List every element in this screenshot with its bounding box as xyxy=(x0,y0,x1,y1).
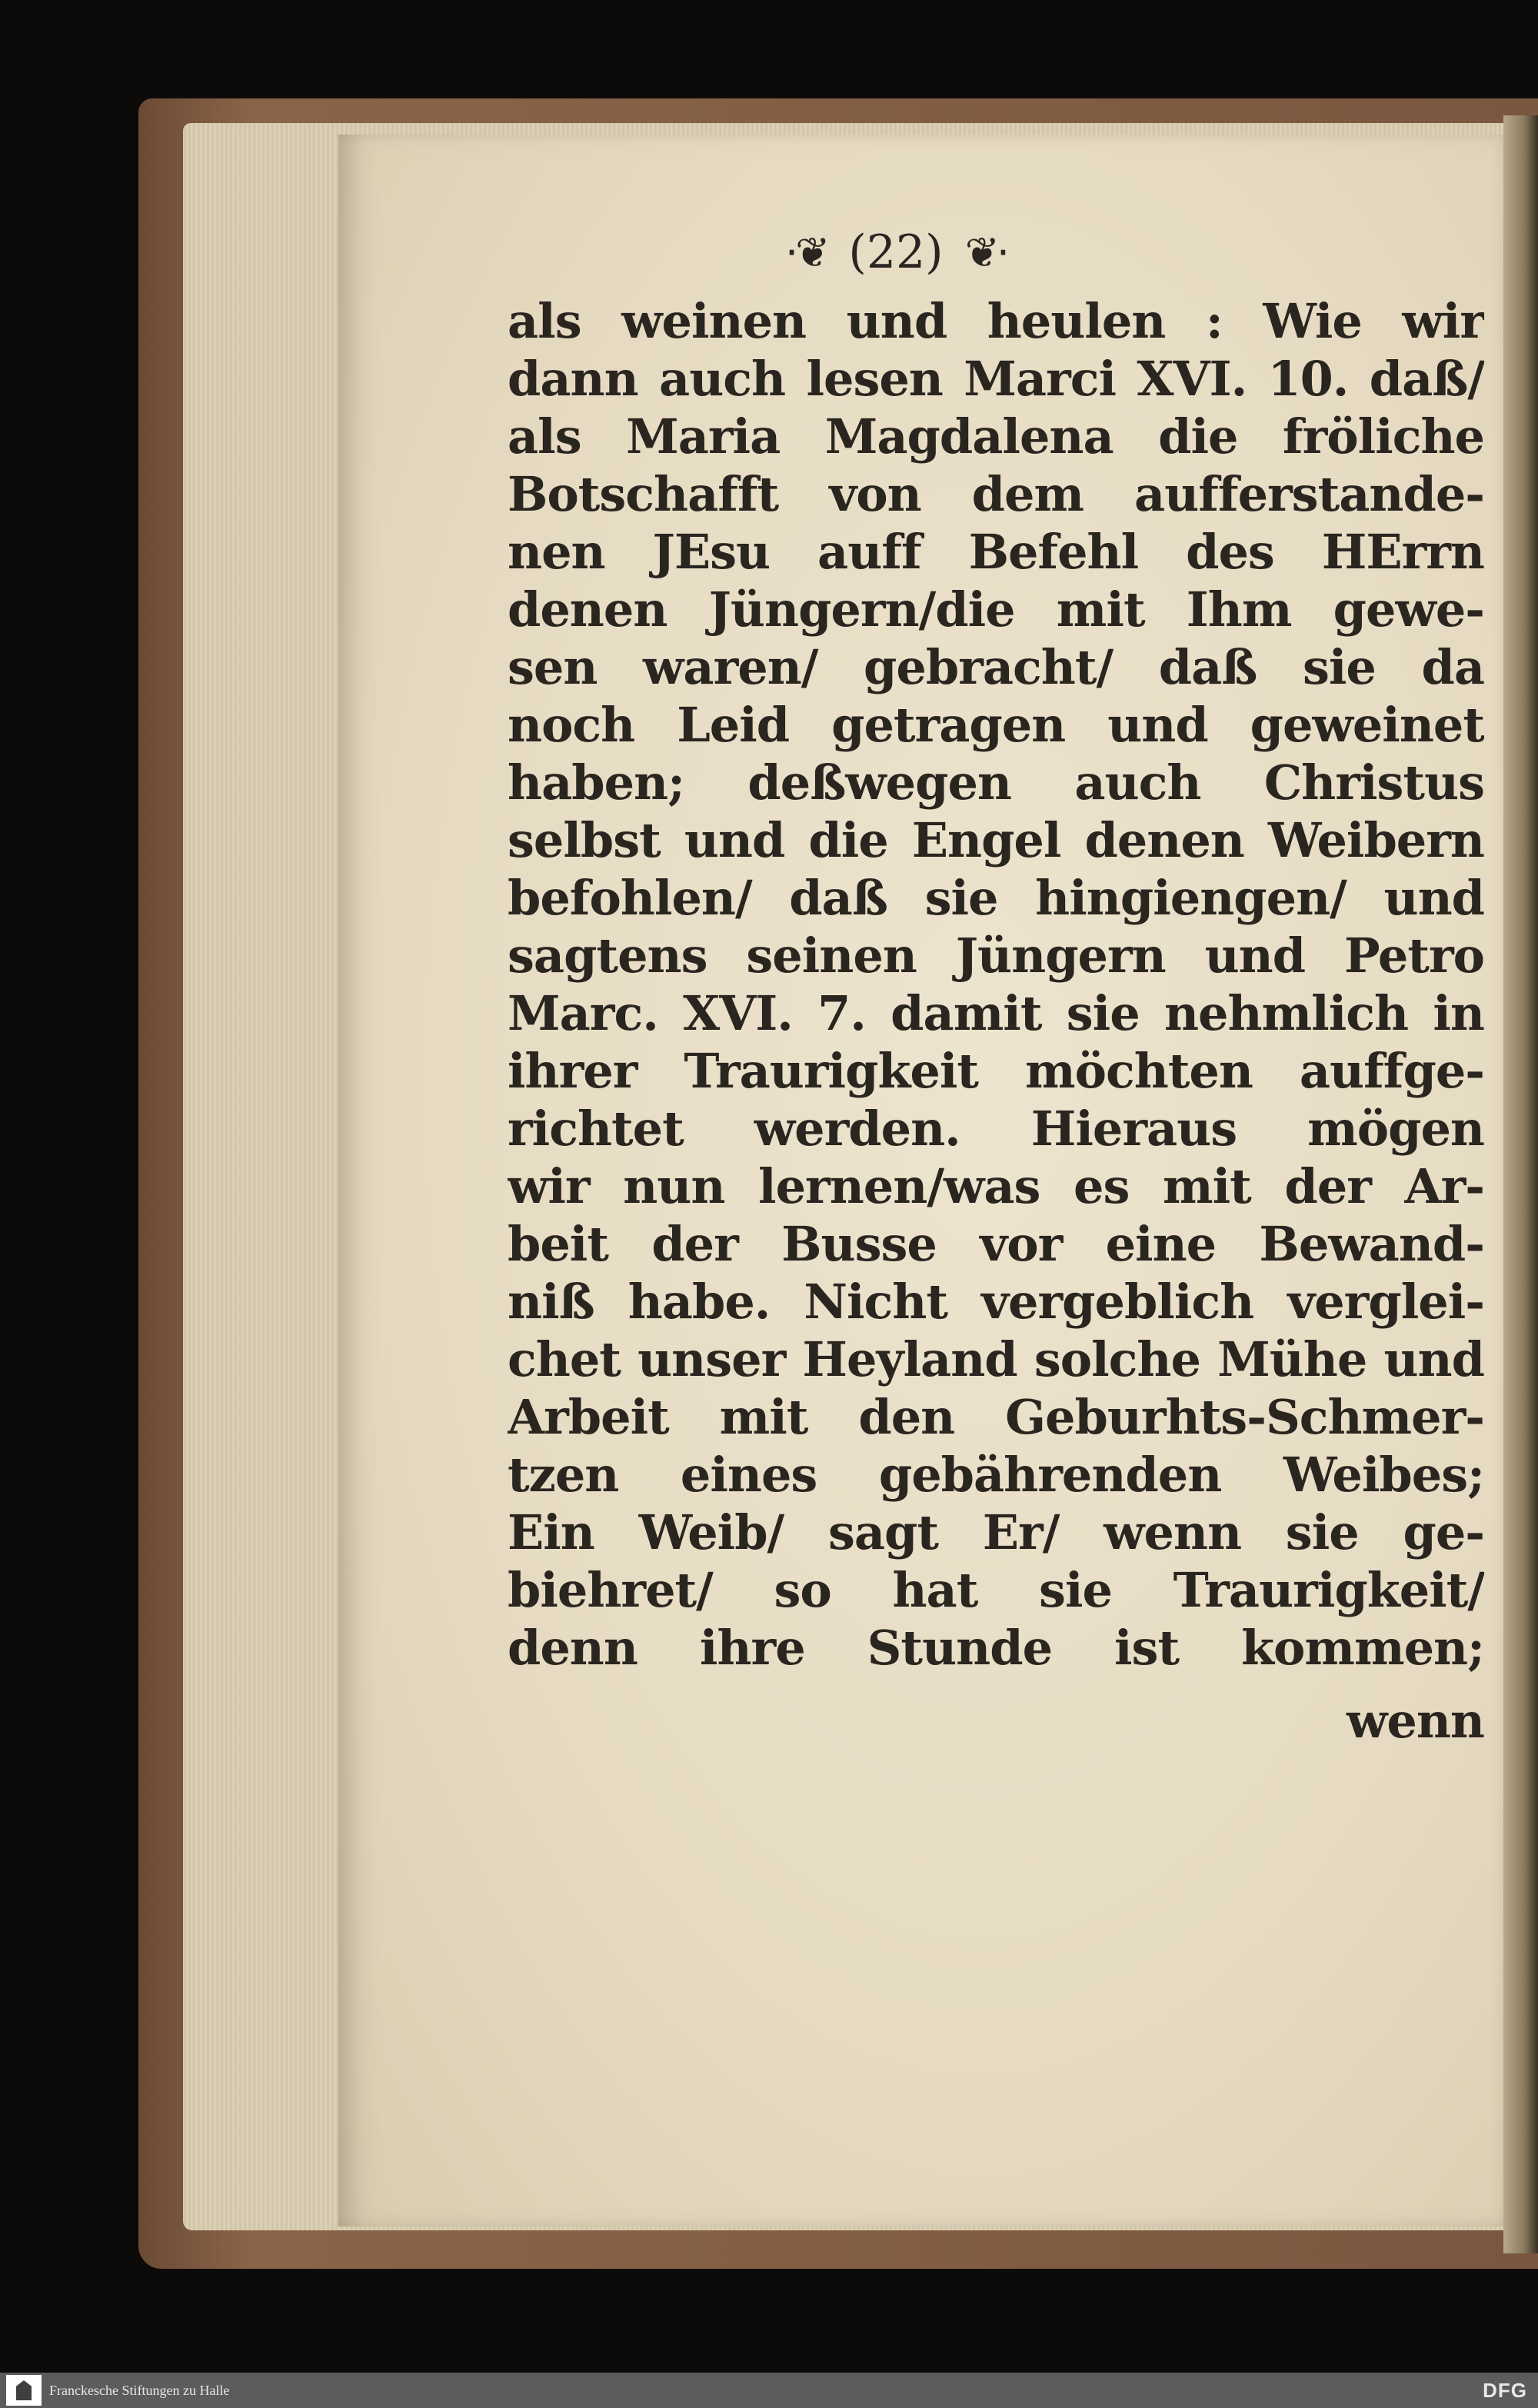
text-line: befohlen/ daß sie hingiengen/ und xyxy=(508,870,1484,926)
viewer-footer xyxy=(0,2373,1538,2408)
text-line: denen Jüngern/die mit Ihm gewe- xyxy=(508,581,1484,638)
text-line: als weinen und heulen : Wie wir xyxy=(508,293,1484,349)
text-line: Marc. XVI. 7. damit sie nehmlich in xyxy=(508,985,1484,1041)
text-line: noch Leid getragen und geweinet xyxy=(508,697,1484,753)
text-line: Ein Weib/ sagt Er/ wenn sie ge- xyxy=(508,1504,1484,1560)
text-line: biehret/ so hat sie Traurigkeit/ xyxy=(508,1562,1484,1618)
text-line: Arbeit mit den Geburhts-Schmer- xyxy=(508,1389,1484,1445)
text-line: als Maria Magdalena die fröliche xyxy=(508,408,1484,465)
text-line: sen waren/ gebracht/ daß sie da xyxy=(508,639,1484,695)
page-header xyxy=(0,218,1538,287)
text-line: denn ihre Stunde ist kommen; xyxy=(508,1620,1484,1676)
ornament-right-icon: ❦· xyxy=(964,228,1007,277)
institution-logo-icon[interactable] xyxy=(6,2375,42,2406)
text-line: nen JEsu auff Befehl des HErrn xyxy=(508,524,1484,580)
text-line: chet unser Heyland solche Mühe und xyxy=(508,1331,1484,1387)
text-line: ihrer Traurigkeit möchten auffge- xyxy=(508,1043,1484,1099)
text-line: haben; deßwegen auch Christus xyxy=(508,754,1484,811)
body-text xyxy=(508,292,1484,1750)
text-line: wir nun lernen/was es mit der Ar- xyxy=(508,1158,1484,1214)
ornament-left-icon: ·❦ xyxy=(784,228,827,277)
book-right-edge xyxy=(1503,115,1538,2253)
text-line: richtet werden. Hieraus mögen xyxy=(508,1101,1484,1157)
institution-name[interactable]: Franckesche Stiftungen zu Halle xyxy=(49,2382,230,2398)
text-line: sagtens seinen Jüngern und Petro xyxy=(508,928,1484,984)
text-line: tzen eines gebährenden Weibes; xyxy=(508,1447,1484,1503)
text-line: selbst und die Engel denen Weibern xyxy=(508,812,1484,868)
text-line: Botschafft von dem aufferstande- xyxy=(508,466,1484,522)
catchword: wenn xyxy=(1347,1693,1484,1749)
dfg-logo[interactable]: DFG xyxy=(1483,2378,1527,2402)
text-line: niß habe. Nicht vergeblich verglei- xyxy=(508,1274,1484,1330)
page-number: (22) xyxy=(848,225,944,279)
text-line: dann auch lesen Marci XVI. 10. daß/ xyxy=(508,351,1484,407)
text-line: beit der Busse vor eine Bewand- xyxy=(508,1216,1484,1272)
